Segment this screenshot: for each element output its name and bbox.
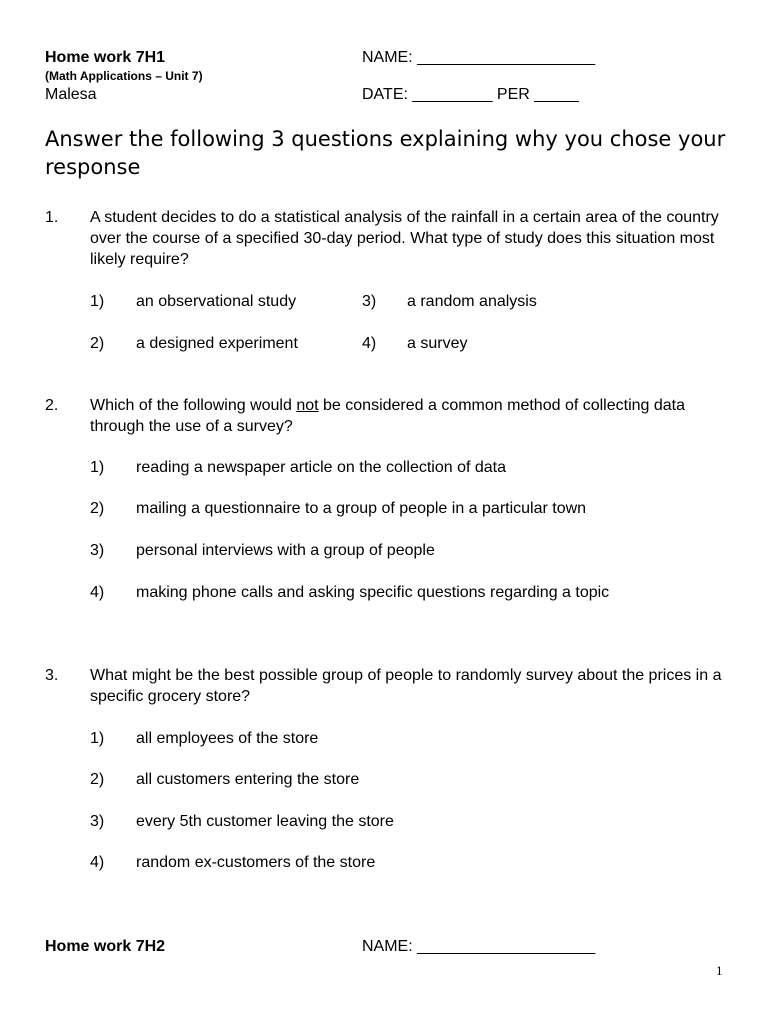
question-number: 3. (45, 667, 59, 684)
option-number: 1) (90, 459, 105, 476)
option-number: 3) (90, 813, 105, 830)
option-number: 2) (90, 771, 105, 788)
question-number: 1. (45, 209, 59, 226)
question-3-text: What might be the best possible group of people to randomly survey about the prices in a specific grocery store? (90, 667, 722, 705)
question-2-text-start: Which of the following would (90, 397, 297, 414)
author-name: Malesa (45, 86, 97, 103)
q1-option-1: an observational study (136, 293, 297, 310)
option-number: 3) (362, 293, 377, 310)
option-number: 1) (90, 730, 105, 747)
next-homework-title: Home work 7H2 (45, 938, 166, 955)
q3-option-2: all customers entering the store (136, 771, 360, 788)
name-line: NAME: ____________________ (362, 49, 596, 66)
homework-subtitle: (Math Applications – Unit 7) (45, 69, 203, 83)
question-2-text (90, 395, 730, 437)
question-2-emphasis: not (296, 397, 319, 414)
question-1-text: A student decides to do a statistical analysis of the rainfall in a certain area of the country over the course of a specified 30-day period. What type of study does this situation most likely require? (90, 209, 719, 268)
option-number: 4) (362, 335, 377, 352)
question-2-text-end: be considered a common method of collecting data through the use of a survey? (90, 397, 686, 435)
q2-option-4: making phone calls and asking specific questions regarding a topic (136, 584, 610, 601)
instructions-heading: Answer the following 3 questions explaining why you chose your response (45, 127, 726, 179)
q3-option-1: all employees of the store (136, 730, 319, 747)
next-name-line: NAME: ____________________ (362, 938, 596, 955)
page-number: 1 (716, 963, 723, 978)
option-number: 4) (90, 854, 105, 871)
q3-option-4: random ex-customers of the store (136, 854, 376, 871)
q2-option-3: personal interviews with a group of people (136, 542, 435, 559)
q1-option-2: a designed experiment (136, 335, 298, 352)
homework-title: Home work 7H1 (45, 49, 166, 66)
option-number: 1) (90, 293, 105, 310)
option-number: 2) (90, 500, 105, 517)
date-period-line: DATE: _________ PER _____ (362, 86, 579, 103)
q3-option-3: every 5th customer leaving the store (136, 813, 394, 830)
q1-option-3: a random analysis (407, 293, 537, 310)
option-number: 3) (90, 542, 105, 559)
option-number: 2) (90, 335, 105, 352)
option-number: 4) (90, 584, 105, 601)
q1-option-4: a survey (407, 335, 468, 352)
q2-option-2: mailing a questionnaire to a group of people in a particular town (136, 500, 587, 517)
question-number: 2. (45, 397, 59, 414)
q2-option-1: reading a newspaper article on the collection of data (136, 459, 507, 476)
